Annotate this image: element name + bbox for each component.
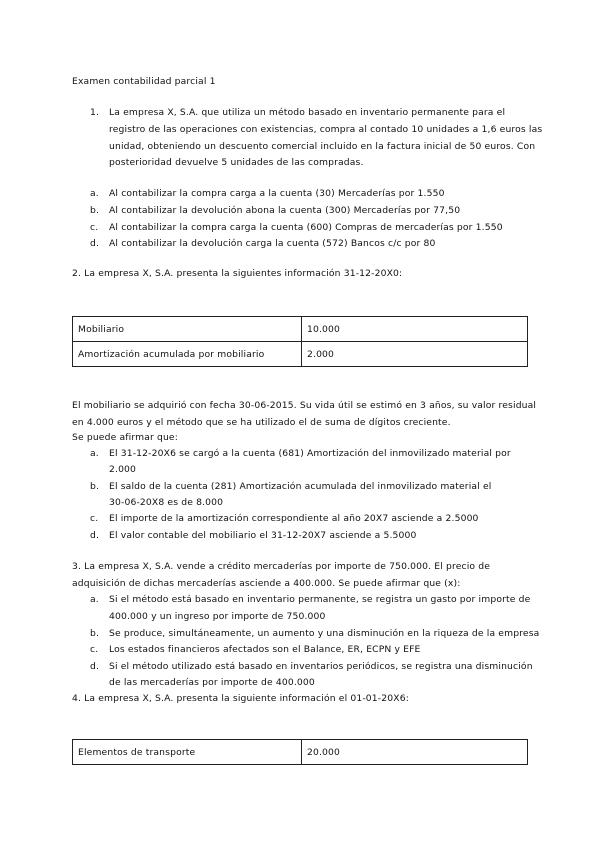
- table-row: [73, 342, 528, 367]
- q2-option-a: El 31-12-20X6 se cargó a la cuenta (681) Amortización del inmovilizado material por: [109, 448, 511, 459]
- q2-option-marker: b.: [90, 481, 100, 492]
- q2-prompt: Se puede afirmar que:: [72, 432, 178, 443]
- q1-option-marker: a.: [90, 188, 99, 199]
- q2-option-d: El valor contable del mobiliario el 31-12-20X7 asciende a 5.5000: [109, 530, 417, 541]
- q1-text-line: La empresa X, S.A. que utiliza un método basado en inventario permanente para el: [109, 107, 506, 118]
- table-row: [73, 317, 528, 342]
- q1-text-line: unidad, obteniendo un descuento comercial incluido en la factura inicial de 50 euros. Con: [109, 141, 536, 152]
- q3-option-c: Los estados financieros afectados son el Balance, ER, ECPN y EFE: [109, 644, 421, 655]
- q1-option-marker: c.: [90, 222, 99, 233]
- table-cell: 20.000: [302, 740, 528, 765]
- q2-paragraph-line: en 4.000 euros y el método que se ha utilizado el de suma de dígitos creciente.: [72, 417, 451, 428]
- q2-paragraph-line: El mobiliario se adquirió con fecha 30-06-2015. Su vida útil se estimó en 3 años, su valor residual: [72, 400, 537, 411]
- q2-option-marker: c.: [90, 513, 99, 524]
- q1-option-a: Al contabilizar la compra carga a la cuenta (30) Mercaderías por 1.550: [109, 188, 445, 199]
- q2-option-b: El saldo de la cuenta (281) Amortización acumulada del inmovilizado material el: [109, 481, 492, 492]
- q3-option-b: Se produce, simultáneamente, un aumento y una disminución en la riqueza de la empresa: [109, 628, 540, 639]
- q3-option-marker: d.: [90, 661, 100, 672]
- table-row: [73, 740, 528, 765]
- q3-option-d-cont: de las mercaderías por importe de 400.000: [109, 677, 315, 688]
- q3-option-marker: c.: [90, 644, 99, 655]
- q3-text-line: adquisición de dichas mercaderías asciende a 400.000. Se puede afirmar que (x):: [72, 578, 461, 589]
- document-title: Examen contabilidad parcial 1: [72, 76, 216, 87]
- q3-option-marker: b.: [90, 628, 100, 639]
- q1-option-d: Al contabilizar la devolución carga la cuenta (572) Bancos c/c por 80: [109, 238, 436, 249]
- q2-heading: 2. La empresa X, S.A. presenta la siguientes información 31-12-20X0:: [72, 268, 403, 279]
- q1-option-b: Al contabilizar la devolución abona la cuenta (300) Mercaderías por 77,50: [109, 205, 461, 216]
- q2-option-b-cont: 30-06-20X8 es de 8.000: [109, 497, 224, 508]
- table-cell: Elementos de transporte: [73, 740, 302, 765]
- q4-heading: 4. La empresa X, S.A. presenta la siguiente información el 01-01-20X6:: [72, 693, 409, 704]
- q1-number: 1.: [90, 107, 100, 118]
- q2-option-c: El importe de la amortización correspondiente al año 20X7 asciende a 2.5000: [109, 513, 479, 524]
- q3-text-line: 3. La empresa X, S.A. vende a crédito mercaderías por importe de 750.000. El precio de: [72, 561, 491, 572]
- q3-option-marker: a.: [90, 594, 99, 605]
- q1-option-marker: b.: [90, 205, 100, 216]
- q1-option-c: Al contabilizar la compra carga la cuenta (600) Compras de mercaderías por 1.550: [109, 222, 503, 233]
- q4-table: [72, 739, 528, 765]
- q1-text-line: registro de las operaciones con existencias, compra al contado 10 unidades a 1,6 euros las: [109, 124, 543, 135]
- q2-table: [72, 316, 528, 367]
- table-cell: 10.000: [302, 317, 528, 342]
- table-cell: 2.000: [302, 342, 528, 367]
- q2-option-a-cont: 2.000: [109, 464, 137, 475]
- q1-text-line: posterioridad devuelve 5 unidades de las compradas.: [109, 157, 364, 168]
- q3-option-a: Si el método está basado en inventario permanente, se registra un gasto por importe de: [109, 594, 531, 605]
- table-cell: Mobiliario: [73, 317, 302, 342]
- q3-option-d: Si el método utilizado está basado en inventarios periódicos, se registra una disminución: [109, 661, 533, 672]
- table-cell: Amortización acumulada por mobiliario: [73, 342, 302, 367]
- q1-option-marker: d.: [90, 238, 100, 249]
- q2-option-marker: a.: [90, 448, 99, 459]
- q3-option-a-cont: 400.000 y un ingreso por importe de 750.000: [109, 611, 326, 622]
- q2-option-marker: d.: [90, 530, 100, 541]
